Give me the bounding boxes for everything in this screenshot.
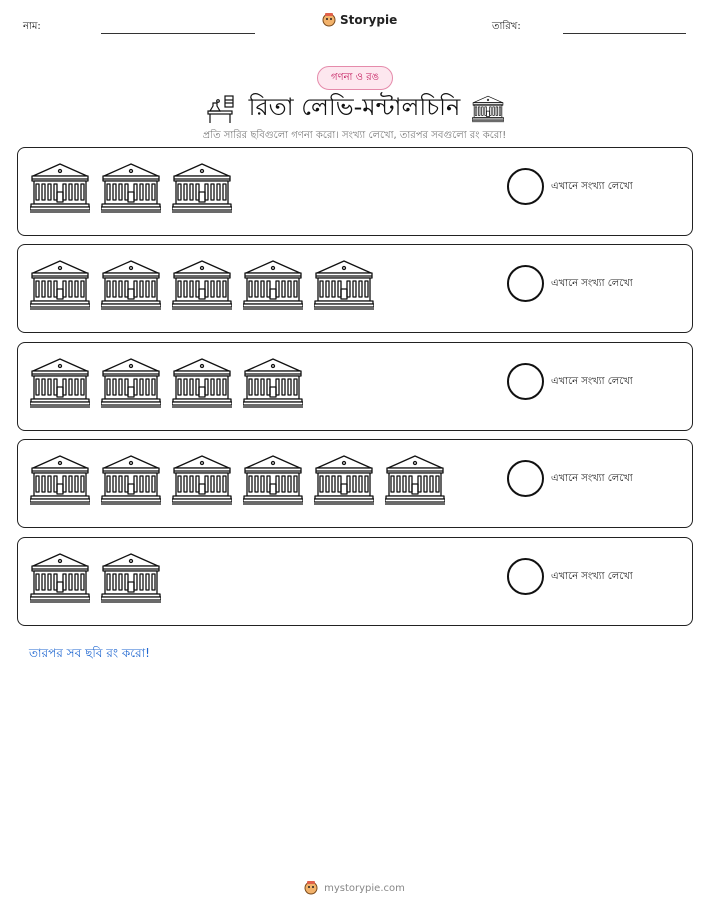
museum-building-icon: [101, 357, 161, 409]
answer-circle[interactable]: [507, 168, 544, 205]
count-row: [17, 439, 693, 528]
answer-label: এখানে সংখ্যা লেখো: [551, 278, 633, 289]
museum-building-icon: [101, 552, 161, 604]
answer-label: এখানে সংখ্যা লেখো: [551, 181, 633, 192]
storypie-mascot-icon: [322, 12, 336, 28]
museum-building-icon: [30, 454, 90, 506]
color-instruction: তারপর সব ছবি রং করো!: [29, 646, 150, 660]
answer-circle[interactable]: [507, 265, 544, 302]
museum-building-icon: [243, 357, 303, 409]
museum-building-icon: [30, 552, 90, 604]
count-row: [17, 537, 693, 626]
count-row: [17, 147, 693, 236]
museum-building-icon: [30, 259, 90, 311]
title-bar: [0, 89, 709, 129]
answer-label: এখানে সংখ্যা লেখো: [551, 473, 633, 484]
page-title: রিতা লেভি-মন্টালচিনি: [248, 93, 461, 121]
answer-circle[interactable]: [507, 558, 544, 595]
category-badge: [317, 66, 393, 90]
museum-building-icon: [243, 454, 303, 506]
museum-building-icon: [101, 259, 161, 311]
museum-building-icon: [101, 454, 161, 506]
museum-building-icon: [172, 259, 232, 311]
website-link[interactable]: mystorypie.com: [324, 882, 405, 894]
count-row: [17, 342, 693, 431]
row-icons: [30, 162, 232, 214]
museum-title-icon: [472, 95, 504, 123]
category-badge-label: গণনা ও রঙ: [330, 71, 380, 83]
museum-building-icon: [172, 162, 232, 214]
answer-label: এখানে সংখ্যা লেখো: [551, 571, 633, 582]
name-field[interactable]: [101, 33, 255, 34]
site-footer: [0, 880, 709, 896]
museum-building-icon: [314, 454, 374, 506]
date-label: তারিখ:: [492, 21, 521, 32]
row-icons: [30, 552, 161, 604]
instructions: প্রতি সারির ছবিগুলো গণনা করো। সংখ্যা লেখো, তারপর সবগুলো রং করো!: [202, 130, 507, 141]
museum-building-icon: [30, 357, 90, 409]
answer-label: এখানে সংখ্যা লেখো: [551, 376, 633, 387]
answer-circle[interactable]: [507, 363, 544, 400]
lab-desk-icon: [205, 93, 237, 125]
row-icons: [30, 259, 374, 311]
museum-building-icon: [101, 162, 161, 214]
museum-building-icon: [243, 259, 303, 311]
count-row: [17, 244, 693, 333]
museum-building-icon: [172, 357, 232, 409]
brand-name: Storypie: [340, 13, 398, 27]
date-field[interactable]: [563, 33, 686, 34]
name-label: নাম:: [23, 21, 41, 32]
museum-building-icon: [30, 162, 90, 214]
museum-building-icon: [314, 259, 374, 311]
row-icons: [30, 454, 445, 506]
museum-building-icon: [385, 454, 445, 506]
museum-building-icon: [172, 454, 232, 506]
brand-logo: [322, 12, 397, 28]
storypie-mascot-icon: [304, 880, 318, 896]
answer-circle[interactable]: [507, 460, 544, 497]
row-icons: [30, 357, 303, 409]
